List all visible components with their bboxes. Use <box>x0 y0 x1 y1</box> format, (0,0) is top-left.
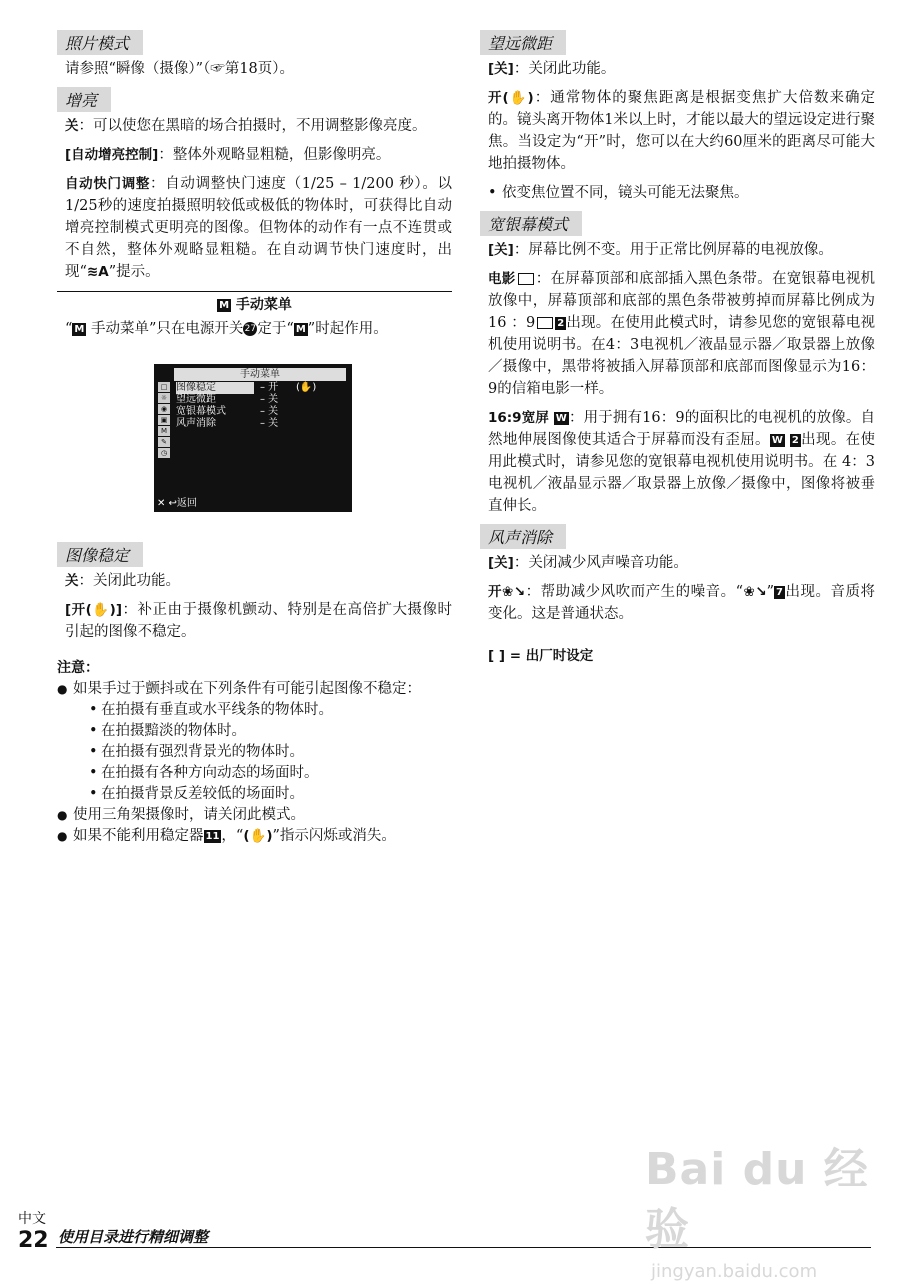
screen-row: 图像稳定 – 开 (✋) <box>176 382 326 394</box>
divider <box>57 291 452 292</box>
callout-number: 2 <box>557 317 565 329</box>
manual-mode-icon: M <box>295 323 306 335</box>
callout-number: 11 <box>205 830 220 842</box>
tele-macro-off: [关]：关闭此功能。 <box>488 61 616 77</box>
callout-number: 7 <box>776 586 784 598</box>
wide-mode-cinema: 电影 ：在屏幕顶部和底部插入黑色条带。在宽银幕电视机放像中，屏幕顶部和底部的黑色条带被剪掉而屏幕比例成为16 ：9 2 出现。在使用此模式时，请参见您的宽银幕电视机使用说明书。在4：3电视机／液晶显示器／取景器上放像／摄像中，黑带将被插入屏幕顶部和底部而图像显示为16：9的信箱电影一样。 <box>488 271 876 397</box>
cinema-icon <box>518 273 534 285</box>
screen-side-icons <box>157 382 171 459</box>
tele-macro-on: 开(✋)：通常物体的聚焦距离是根据变焦扩大倍数来确定的。镜头离开物体1米以上时，才能以最大的望远设定进行聚焦。当设定为“开”时，您可以在大约60厘米的距离尽可能大地拍摄物体。 <box>488 90 876 172</box>
tele-macro-bullet: • 依变焦位置不同，镜头可能无法聚焦。 <box>488 182 875 204</box>
bullet-icon: • <box>488 185 497 201</box>
screen-back: ✕ ↩返回 <box>157 498 197 509</box>
note-item: ● 如果手过于颤抖或在下列条件有可能引起图像不稳定： • 在拍摄有垂直或水平线条的物体时。 • 在拍摄黯淡的物体时。 • 在拍摄有强烈背景光的物体时。 • 在拍摄有各种方向动态的场面时。 • 在拍摄背景反差较低的场面时。 <box>57 679 452 805</box>
wind-cut-icon: ❀↘ <box>502 584 526 600</box>
section-title-image-stabilizer: 图像稳定 <box>57 542 143 567</box>
wide-icon: W <box>555 412 567 424</box>
stabilizer-icon: (✋) <box>85 602 116 618</box>
wide-mode-16-9: 16:9宽屏 W ：用于拥有16：9的面积比的电视机的放像。自然地伸展图像使其适合于屏幕而没有歪屈。 W 2 出现。在使用此模式时，请参见您的宽银幕电视机使用说明书。在 4：3 电视机／液晶显示器／取景器上放像／摄像中，图像将被垂直伸长。 <box>488 410 876 514</box>
note-subitem: • 在拍摄背景反差较低的场面时。 <box>73 784 452 805</box>
stabilizer-icon: (✋) <box>243 828 273 844</box>
wide-mode-off: [关]：屏幕比例不变。用于正常比例屏幕的电视放像。 <box>488 242 833 258</box>
gain-up-off: 关：可以使您在黑暗的场合拍摄时，不用调整影像亮度。 <box>65 118 427 134</box>
watermark-url: jingyan.baidu.com <box>651 1261 818 1282</box>
page-number: 22 <box>18 1228 49 1253</box>
manual-mode-icon: M <box>74 323 85 335</box>
menu-tab-icon: ◉ <box>158 404 170 414</box>
section-title-photo-mode: 照片模式 <box>57 30 143 55</box>
note-subitem: • 在拍摄黯淡的物体时。 <box>73 721 452 742</box>
footer-title: 使用目录进行精细调整 <box>58 1228 209 1246</box>
stabilizer-icon: (✋) <box>296 382 317 393</box>
cinema-icon <box>537 317 553 329</box>
callout-number: 27 <box>244 324 257 334</box>
screen-title: 手动菜单 <box>174 368 346 381</box>
stabilizer-off: 关：关闭此功能。 <box>65 573 180 589</box>
baidu-logo: Bai du 经验 <box>645 1144 869 1255</box>
menu-tab-icon: □ <box>158 382 170 392</box>
gain-up-auto-shutter: 自动快门调整：自动调整快门速度（1/25 – 1/200 秒）。以1/25秒的速度拍摄照明较低或极低的物体时，可获得比自动增亮控制模式更明亮的图像。但物体的动作有一点不连贯或不自然，整体外观略显粗糙。在自动调节快门速度时，出现“≋A”提示。 <box>65 176 452 280</box>
gain-up-agc: [自动增亮控制]：整体外观略显粗糙，但影像明亮。 <box>65 147 391 163</box>
manual-menu-screen <box>154 364 352 512</box>
wide-icon: W <box>771 434 783 446</box>
note-subitem: • 在拍摄有垂直或水平线条的物体时。 <box>73 700 452 721</box>
section-title-wide-mode: 宽银幕模式 <box>480 211 582 236</box>
wind-cut-on: 开❀↘：帮助减少风吹而产生的噪音。“❀↘” 7 出现。音质将变化。这是普通状态。 <box>488 584 876 622</box>
right-column <box>480 30 875 674</box>
note-title: 注意： <box>57 660 99 676</box>
footer-language: 中文 <box>18 1211 46 1227</box>
callout-number: 2 <box>791 434 799 446</box>
menu-tab-icon: ◷ <box>158 448 170 458</box>
stabilizer-on: [开(✋)]：补正由于摄像机颤动、特别是在高倍扩大摄像时引起的图像不稳定。 <box>65 602 452 640</box>
manual-menu-intro: “ M 手动菜单”只在电源开关27定于“ M ”时起作用。 <box>65 321 388 337</box>
screen-items <box>176 382 326 430</box>
wind-cut-off: [关]：关闭减少风声噪音功能。 <box>488 555 688 571</box>
note-subitem: • 在拍摄有强烈背景光的物体时。 <box>73 742 452 763</box>
section-title-gain-up: 增亮 <box>57 87 111 112</box>
photo-mode-text: 请参照“瞬像（摄像）”（☞第18页）。 <box>65 61 295 77</box>
menu-tab-icon: ✎ <box>158 437 170 447</box>
auto-gain-icon: ≋A <box>86 264 109 280</box>
note-item: ● 如果不能利用稳定器 11 ，“(✋)”指示闪烁或消失。 <box>57 826 452 847</box>
factory-default-legend: [ ] = 出厂时设定 <box>488 648 594 664</box>
manual-mode-icon: M <box>219 299 230 311</box>
baidu-watermark <box>645 1140 885 1282</box>
wind-cut-icon: ❀↘ <box>743 584 767 600</box>
left-column <box>57 30 452 847</box>
screen-row: 宽银幕模式 – 关 <box>176 406 279 417</box>
menu-tab-icon: ▣ <box>158 415 170 425</box>
note-item: ● 使用三角架摄像时，请关闭此模式。 <box>57 805 452 826</box>
macro-icon: (✋) <box>502 90 534 106</box>
note-list <box>57 679 452 847</box>
menu-tab-icon: M <box>158 426 170 436</box>
note-subitem: • 在拍摄有各种方向动态的场面时。 <box>73 763 452 784</box>
section-title-wind-cut: 风声消除 <box>480 524 566 549</box>
manual-menu-heading: M 手动菜单 <box>219 297 292 313</box>
screen-row: 望远微距 – 关 <box>176 394 279 405</box>
section-title-tele-macro: 望远微距 <box>480 30 566 55</box>
note-sublist <box>73 700 452 805</box>
menu-tab-icon: ☼ <box>158 393 170 403</box>
screen-row: 风声消除 – 关 <box>176 418 279 429</box>
